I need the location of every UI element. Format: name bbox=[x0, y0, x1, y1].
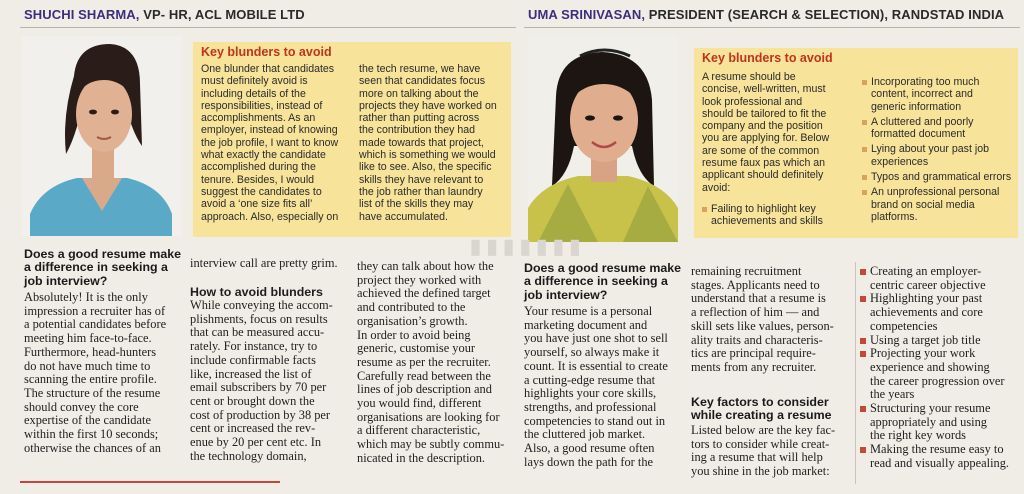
right-key-blunders-box bbox=[694, 48, 1018, 238]
right-box-bullet: Incorporating too much content, incorrect and generic information bbox=[862, 76, 1016, 113]
right-box-bullet: Typos and grammatical errors bbox=[862, 171, 1016, 183]
right-box-bullet: An unprofessional personal brand on social media platforms. bbox=[862, 186, 1016, 223]
left-column-1: Absolutely! It is the only impression a recruiter has of a potential candidates before meeting him face-to-face. Furthermore, head-hunters do not have much time to scanning the entire profile. The structure of the resume should convey the core expertise of the candidate within the first 10 seconds; otherwise the chances of an bbox=[24, 290, 167, 455]
key-factor-item: Creating an employer- centric career objective bbox=[860, 265, 1020, 292]
right-column-2: remaining recruitment stages. Applicants need to understand that a resume is a reflection of him — and skill sets like values, person- ality traits and characteris- tics are principal require- ments from any recruiter. bbox=[691, 264, 834, 374]
left-box-col1: One blunder that candidates must definitely avoid is including details of the responsibilities, instead of accomplishments. As an employer, instead of knowing the job profile, I want to know what exactly the candidate accomplished during the tenure. Besides, I would suggest the candidates to avoid a ‘one size fits all’ approach. Also, especially on bbox=[201, 63, 339, 223]
left-portrait-photo bbox=[22, 36, 182, 236]
key-factor-item: Using a target job title bbox=[860, 334, 1020, 348]
background-ghost-text: ▮ ▮ ▮ ▮ ▮ ▮ ▮ bbox=[470, 236, 581, 258]
right-byline-name: UMA SRINIVASAN, bbox=[528, 7, 646, 22]
right-portrait-photo bbox=[528, 36, 678, 242]
right-box-bullets-right bbox=[862, 76, 1016, 223]
column-divider bbox=[855, 262, 856, 484]
right-box-bullet: A cluttered and poorly formatted document bbox=[862, 116, 1016, 141]
right-column-1: Your resume is a personal marketing document and you have just one shot to sell yourself, so always make it count. It is essential to create a cutting-edge resume that highlights your core skills, strengths, and professional competencies to stand out in the cluttered job market. Also, a good resume often lays down the path for the bbox=[524, 304, 668, 469]
left-column-2-lead: interview call are pretty grim. bbox=[190, 256, 338, 270]
key-factor-item: Making the resume easy to read and visually appealing. bbox=[860, 443, 1020, 470]
right-header-rule bbox=[524, 27, 1020, 28]
left-byline-name: SHUCHI SHARMA, bbox=[24, 7, 140, 22]
right-byline-role: PRESIDENT (SEARCH & SELECTION), RANDSTAD INDIA bbox=[645, 7, 1005, 22]
left-box-title: Key blunders to avoid bbox=[201, 45, 332, 59]
right-box-bullet: Lying about your past job experiences bbox=[862, 143, 1016, 168]
bottom-accent-rule bbox=[20, 481, 280, 483]
left-header-rule bbox=[20, 27, 516, 28]
right-byline bbox=[528, 7, 1004, 22]
right-box-intro: A resume should be concise, well-written, must look professional and should be tailored to fit the company and the position you are applying for. Below are some of the common resume faux pas which an applicant should definitely avoid: bbox=[702, 71, 830, 194]
left-byline-role: VP- HR, ACL MOBILE LTD bbox=[139, 7, 305, 22]
right-box-bullet: Failing to highlight key achievements and skills bbox=[702, 203, 857, 228]
key-factor-item: Structuring your resume appropriately and using the right key words bbox=[860, 402, 1020, 443]
left-question-heading: Does a good resume make a difference in seeking a job interview? bbox=[24, 247, 182, 288]
left-byline bbox=[24, 7, 305, 22]
right-key-factors-list bbox=[860, 265, 1020, 471]
right-column-2-subhead: Key factors to consider while creating a resume bbox=[691, 395, 832, 423]
left-column-2: While conveying the accom- plishments, focus on results that can be measured accu- rately. For instance, try to include confirmable facts like, increased the list of email subscribers by 70 per cent or brought down the cost of production by 38 per cent or increased the rev- enue by 20 per cent etc. In the technology domain, bbox=[190, 298, 333, 463]
left-column-3: they can talk about how the project they worked with achieved the defined target and contributed to the organisation’s growth. In order to avoid being generic, customise your resume as per the recruiter. Carefully read between the lines of job description and you would find, different organisations are looking for a different characteristic, which may be subtly commu- nicated in the description. bbox=[357, 259, 505, 465]
right-box-title: Key blunders to avoid bbox=[702, 51, 833, 65]
key-factor-item: Projecting your work experience and showing the career progression over the years bbox=[860, 347, 1020, 402]
left-box-col2: the tech resume, we have seen that candidates focus more on talking about the projects they have worked on rather than putting across the contribution they had made towards that project, which is something we would like to see. Also, the specific skills they have relevant to the job rather than laundry list of the skills they may have accumulated. bbox=[359, 63, 497, 223]
right-question-heading: Does a good resume make a difference in seeking a job interview? bbox=[524, 261, 682, 302]
left-key-blunders-box bbox=[193, 42, 511, 237]
key-factor-item: Highlighting your past achievements and core competencies bbox=[860, 292, 1020, 333]
left-column-2-subhead: How to avoid blunders bbox=[190, 285, 323, 299]
right-box-bullets-left bbox=[702, 203, 857, 228]
right-column-2-tail: Listed below are the key fac- tors to consider while creat- ing a resume that will help you shine in the job market: bbox=[691, 423, 836, 479]
